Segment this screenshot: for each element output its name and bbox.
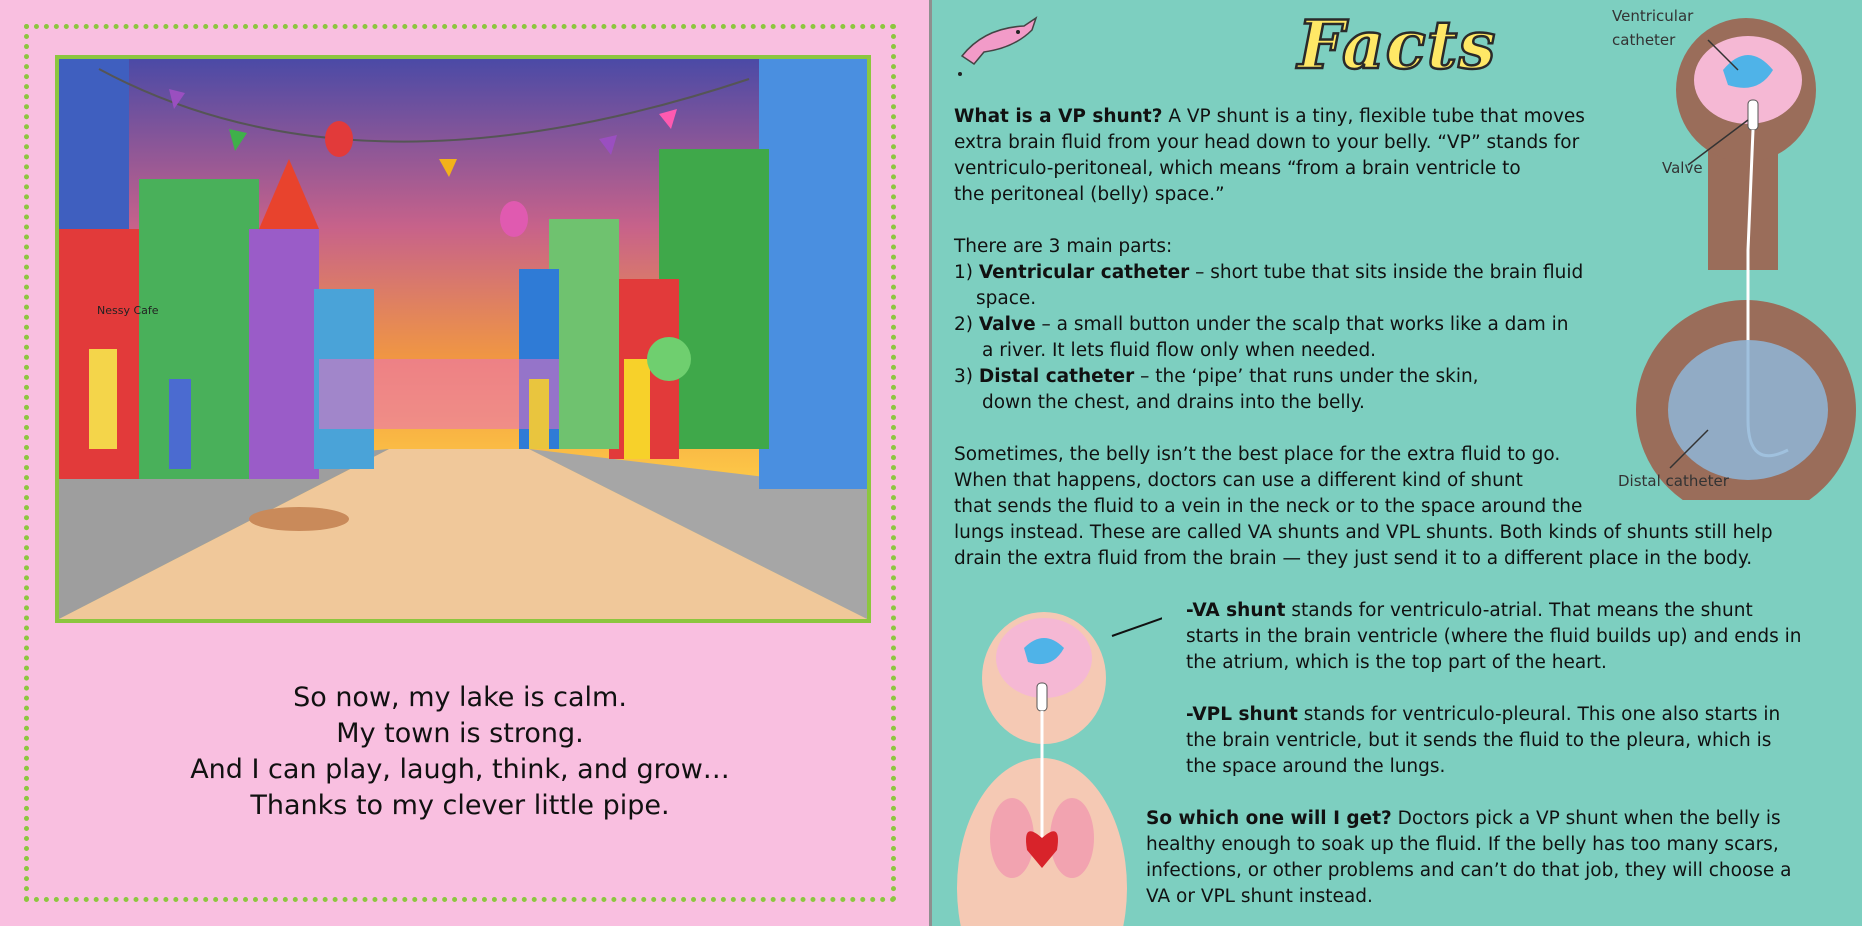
balloon	[325, 121, 353, 157]
choice-line-2: healthy enough to soak up the fluid. If the belly has too many scars,	[1146, 834, 1779, 855]
intro-line-2: extra brain fluid from your head down to your belly. “VP” stands for	[954, 132, 1580, 153]
dolphin-icon	[954, 8, 1044, 80]
town-street-illustration	[55, 55, 871, 623]
story-line: Thanks to my clever little pipe.	[250, 790, 670, 821]
vpl-line-2: the brain ventricle, but it sends the fluid to the pleura, which is	[1186, 730, 1772, 751]
part-text: – the ‘pipe’ that runs under the skin,	[1134, 366, 1479, 387]
label-ventricular-catheter: Ventricular	[1612, 7, 1694, 25]
va-line-1	[1186, 598, 1753, 624]
vpl-line-3: the space around the lungs.	[1186, 756, 1446, 777]
part-2	[954, 312, 1569, 338]
vpl-term: -VPL shunt	[1186, 704, 1298, 725]
part-3-cont: down the chest, and drains into the belly.	[982, 392, 1365, 413]
vpl-line-1	[1186, 702, 1780, 728]
label-distal-catheter: Distal catheter	[1618, 472, 1729, 490]
parts-heading: There are 3 main parts:	[954, 236, 1173, 257]
part-1	[954, 260, 1583, 286]
story-text	[60, 680, 860, 824]
va-line-2: starts in the brain ventricle (where the fluid builds up) and ends in	[1186, 626, 1802, 647]
person	[529, 379, 549, 449]
part-number: 2)	[954, 314, 979, 335]
choice-line-4: VA or VPL shunt instead.	[1146, 886, 1373, 907]
intro-heading: What is a VP shunt?	[954, 106, 1163, 127]
part-2-cont: a river. It lets fluid flow only when needed.	[982, 340, 1377, 361]
building-green-mid	[549, 219, 619, 449]
building-purple	[249, 229, 319, 479]
part-term: Ventricular catheter	[978, 262, 1190, 283]
belly	[1668, 340, 1828, 480]
part-term: Distal catheter	[978, 366, 1135, 387]
town-street-drawing	[59, 59, 867, 619]
intro-line-4: the peritoneal (belly) space.”	[954, 184, 1225, 205]
va-line-3: the atrium, which is the top part of the heart.	[1186, 652, 1607, 673]
crowd	[319, 359, 559, 429]
person	[624, 359, 650, 459]
vp-shunt-diagram	[1598, 0, 1862, 500]
dog	[249, 507, 349, 531]
pointer-line	[1112, 613, 1162, 636]
va-text: stands for ventriculo-atrial. That means the shunt	[1285, 600, 1753, 621]
story-line: And I can play, laugh, think, and grow…	[190, 754, 730, 785]
alternatives-line-3: that sends the fluid to a vein in the neck or to the space around the	[954, 496, 1583, 517]
tree	[647, 337, 691, 381]
person	[89, 349, 117, 449]
intro-line-3: ventriculo-peritoneal, which means “from a brain ventricle to	[954, 158, 1521, 179]
valve-shape	[1037, 683, 1047, 711]
alternatives-line-1: Sometimes, the belly isn’t the best place for the extra fluid to go.	[954, 444, 1561, 465]
part-1-cont: space.	[976, 288, 1037, 309]
building-blue-right	[759, 59, 867, 489]
part-number: 3)	[954, 366, 979, 387]
part-term: Valve	[978, 314, 1036, 335]
building-green-left	[139, 179, 259, 479]
alternatives-line-2: When that happens, doctors can use a different kind of shunt	[954, 470, 1523, 491]
choice-heading: So which one will I get?	[1146, 808, 1392, 829]
person	[169, 379, 191, 469]
part-text: – short tube that sits inside the brain fluid	[1189, 262, 1584, 283]
label-ventricular-catheter: catheter	[1612, 31, 1676, 49]
valve-shape	[1748, 100, 1758, 130]
intro-text: A VP shunt is a tiny, flexible tube that moves	[1162, 106, 1585, 127]
alternatives-line-5: drain the extra fluid from the brain — they just send it to a different place in the body.	[954, 548, 1753, 569]
story-line: So now, my lake is calm.	[293, 682, 627, 713]
alternatives-line-4: lungs instead. These are called VA shunts and VPL shunts. Both kinds of shunts still help	[954, 522, 1773, 543]
facts-page	[932, 0, 1862, 926]
va-term: -VA shunt	[1186, 600, 1286, 621]
choice-line-3: infections, or other problems and can’t do that job, they will choose a	[1146, 860, 1792, 881]
part-number: 1)	[954, 262, 979, 283]
part-text: – a small button under the scalp that works like a dam in	[1035, 314, 1569, 335]
label-valve: Valve	[1662, 159, 1703, 177]
story-page	[0, 0, 930, 926]
balloon	[500, 201, 528, 237]
intro-line-1	[954, 104, 1585, 130]
choice-text: Doctors pick a VP shunt when the belly is	[1391, 808, 1781, 829]
cafe-sign: Nessy Cafe	[97, 304, 159, 317]
choice-line-1	[1146, 806, 1781, 832]
facts-title: Facts	[1297, 6, 1497, 84]
part-3	[954, 364, 1479, 390]
va-vpl-shunt-diagram	[932, 588, 1162, 926]
story-line: My town is strong.	[336, 718, 584, 749]
vpl-text: stands for ventriculo-pleural. This one also starts in	[1297, 704, 1781, 725]
